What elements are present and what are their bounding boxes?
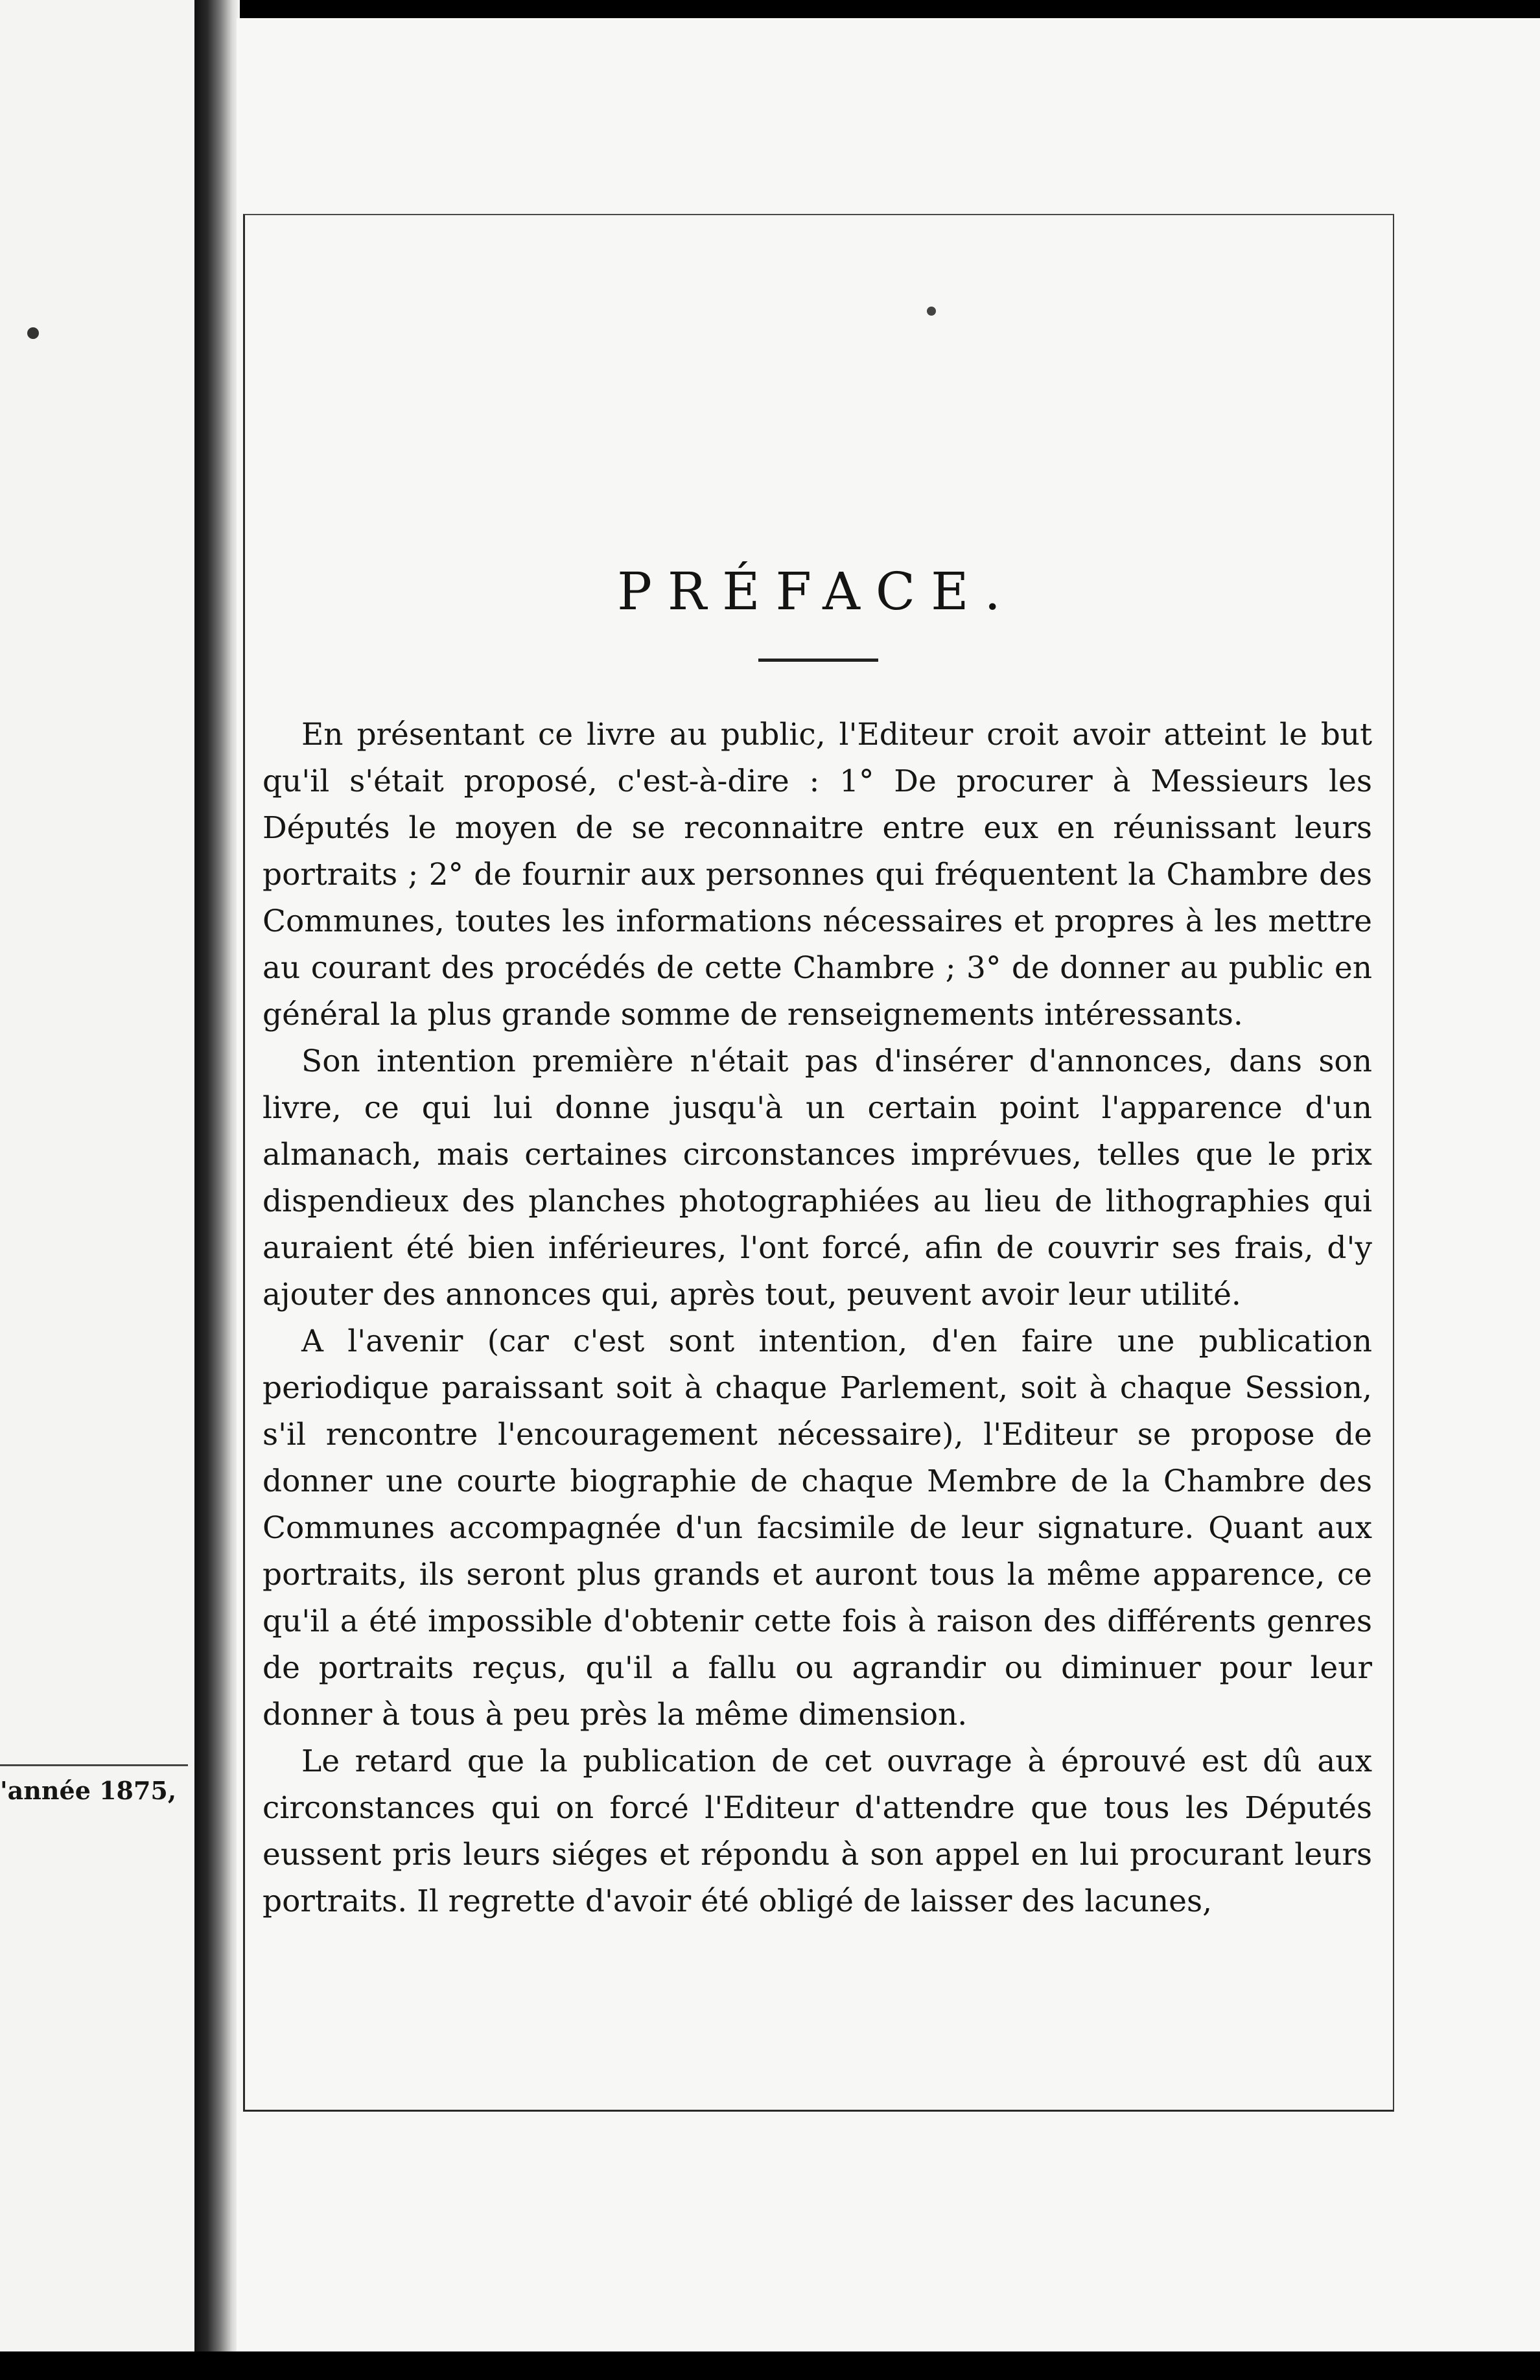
- paragraph: En présentant ce livre au public, l'Editeur croit avoir atteint le but qu'il s'était proposé, c'est-à-dire : 1° De procurer à Messieurs les Députés le moyen de se reconnaitre entre eux en réunissant leurs portraits ; 2° de fournir aux personnes qui fréquentent la Chambre des Communes, toutes les informations nécessaires et propres à les mettre au courant des procédés de cette Chambre ; 3° de donner au public en général la plus grande somme de renseignements intéressants.: [262, 717, 1372, 1032]
- left-page-rule: [0, 1764, 188, 1766]
- paragraph: Le retard que la publication de cet ouvrage à éprouvé est dû aux circonstances qui on forcé l'Editeur d'attendre que tous les Députés eussent pris leurs siéges et répondu à son appel en lui procurant leurs portraits. Il regrette d'avoir été obligé de laisser des lacunes,: [262, 1744, 1372, 1919]
- previous-page-strip: [0, 0, 194, 2353]
- page-title: PRÉFACE.: [617, 561, 1016, 622]
- title-underline: [758, 659, 878, 662]
- paragraph: Son intention première n'était pas d'insérer d'annonces, dans son livre, ce qui lui donne jusqu'à un certain point l'apparence d'un almanach, mais certaines circonstances imprévues, telles que le prix dispendieux des planches photographiées au lieu de lithographies qui auraient été bien inférieures, l'ont forcé, afin de couvrir ses frais, d'y ajouter des annonces qui, après tout, peuvent avoir leur utilité.: [262, 1044, 1372, 1312]
- preface-page: [237, 18, 1540, 2351]
- book-gutter: [194, 0, 240, 2380]
- preface-body: [262, 712, 1372, 1925]
- left-page-caption: 'année 1875,: [0, 1776, 177, 1805]
- scan-bottom-edge: [0, 2351, 1540, 2380]
- ink-spot: [27, 327, 39, 339]
- paragraph: A l'avenir (car c'est sont intention, d'en faire une publication periodique paraissant soit à chaque Parlement, soit à chaque Session, s'il rencontre l'encouragement nécessaire), l'Editeur se propose de donner une courte biographie de chaque Membre de la Chambre des Communes accompagnée d'un facsimile de leur signature. Quant aux portraits, ils seront plus grands et auront tous la même apparence, ce qu'il a été impossible d'obtenir cette fois à raison des différents genres de portraits reçus, qu'il a fallu ou agrandir ou diminuer pour leur donner à tous à peu près la même dimension.: [262, 1324, 1372, 1732]
- ink-spot: [927, 307, 936, 316]
